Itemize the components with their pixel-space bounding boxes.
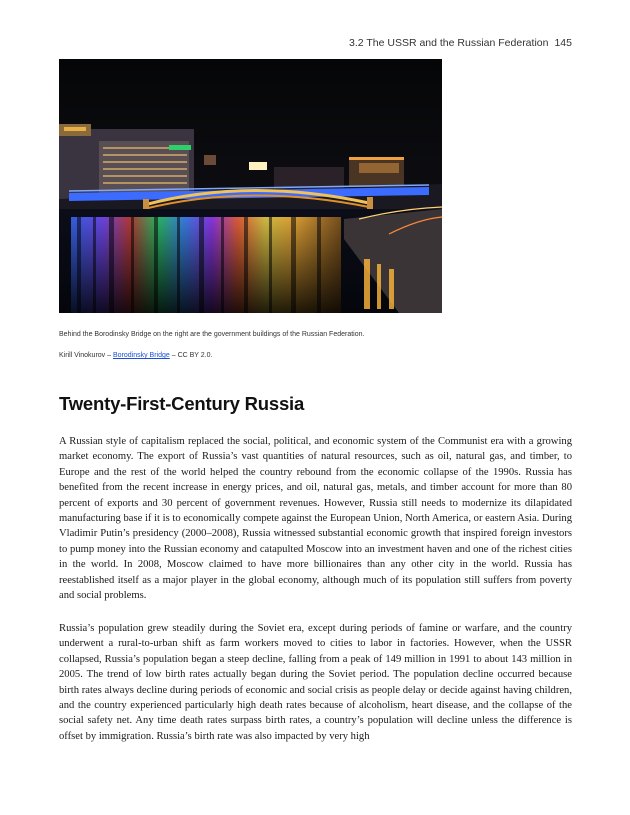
credit-source-link[interactable]: Borodinsky Bridge: [112, 352, 170, 359]
header-section-title: 3.2 The USSR and the Russian Federation: [349, 37, 549, 49]
credit-license: – CC BY 2.0.: [169, 352, 213, 359]
borodinsky-bridge-photo: [59, 59, 442, 313]
page-number: 145: [554, 37, 572, 49]
section-heading: Twenty-First-Century Russia: [59, 393, 305, 414]
night-bridge-illustration: [59, 59, 442, 313]
figure-credit: [59, 351, 212, 360]
figure-caption: Behind the Borodinsky Bridge on the right are the government buildings of the Russian Federation.: [59, 331, 365, 338]
body-paragraph: Russia’s population grew steadily during the Soviet era, except during periods of famine or warfare, and the country underwent a rural-to-urban shift as farm workers moved to cities to labor in factories. However, when the USSR collapsed, Russia’s population began a steep decline, falling from a peak of 149 million in 1991 to about 143 million in 2005. The trend of low birth rates actually began during the Soviet period. The population decline occurred because birth rates always decline during periods of economic and social crisis as people delay or decide against having children, and the country experienced particularly high death rates because of alcoholism, heart disease, and the collapse of the social safety net. Any time death rates surpass birth rates, a country’s population will decline unless the difference is offset by immigration. Russia’s birth rate was also impacted by very high: [59, 623, 572, 742]
body-paragraph: A Russian style of capitalism replaced the social, political, and economic system of the Communist era with a growing market economy. The export of Russia’s vast quantities of natural resources, such as oil, natural gas, and timber, to Europe and the rest of the world helped the country rebound from the economic collapse of the 1990s. Russia has benefited from the recent increase in energy prices, and oil, natural gas, metals, and timber account for more than 80 percent of exports and 30 percent of government revenues. However, Russia still needs to modernize its dilapidated manufacturing base if it is to economically compete against the European Union, North America, or eastern Asia. During Vladimir Putin’s presidency (2000–2008), Russia witnessed substantial economic growth that inspired foreign investors to pump money into the Russian economy and catapulted Moscow into an investment haven and one of the richest cities in the world. In 2008, Moscow claimed to have more billionaires than any other city in the world. Russia has reestablished itself as a major player in the global economy, although much of its population still suffers from poverty and social problems.: [59, 436, 572, 602]
credit-separator: –: [105, 352, 113, 359]
credit-author: Kirill Vinokurov: [59, 352, 106, 359]
running-header: [349, 37, 572, 49]
